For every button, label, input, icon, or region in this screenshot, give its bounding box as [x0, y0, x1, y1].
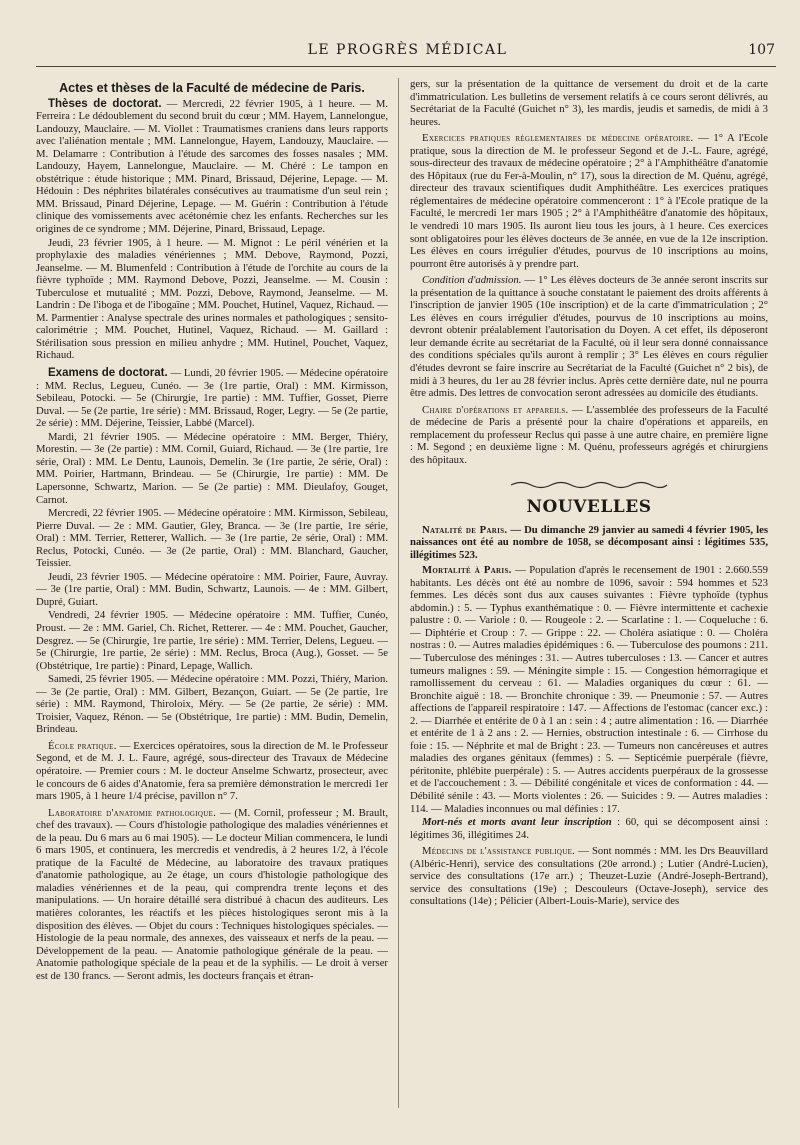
natalite-lead: Natalité de Paris.	[422, 523, 508, 536]
natalite-text: — Du dimanche 29 janvier au samedi 4 février 1905, les naissances ont été au nombre de 1058, se décomposant ainsi : légitimes 535, illégitimes 523.	[410, 523, 768, 561]
ecole-paragraph	[36, 740, 388, 803]
mortnes-paragraph	[410, 816, 768, 841]
medecins-lead: Médecins de l'assistance publique.	[422, 845, 576, 858]
page-number: 107	[748, 42, 775, 58]
chaire-text: — L'assemblée des professeurs de la Faculté de médecine de Paris a présenté pour la chaire d'opérations et appareils, en remplacement du professeur Reclus qui passe à une autre chaire, en première ligne : M. Segond ; en deuxième ligne : M. Quénu, professeurs agrégés et chirurgiens des hôpitaux.	[410, 403, 768, 466]
nouvelles-heading: NOUVELLES	[526, 496, 652, 517]
running-head	[40, 42, 775, 64]
ecole-text: — Exercices opératoires, sous la direction de M. le Professeur Segond, et de M. J. L. Faure, agrégé, sous-directeur des Travaux de Médecine opératoire. — Premier cours : M. le docteur Anselme Schwartz, prosecteur, avec le concours de 6 aides d'Anatomie, fera sa première démonstration le mercredi 1er mars 1905, à 1 heure 1/4 précise, pavillon n° 7.	[36, 739, 388, 803]
section-title: Actes et thèses de la Faculté de médecine de Paris.	[59, 81, 365, 95]
theses-text: — Mercredi, 22 février 1905, à 1 heure. — M. Ferreira : Le dédoublement du second bruit du cœur ; MM. Hayem, Lannelongue, Landouzy, Mauclaire. — M. Viollet : Traumatismes craniens dans leurs rapports avec l'aliénation mentale ; MM. Lannelongue, Hayem, Landouzy, Mauclaire. — M. Delamarre : Contribution à l'étude des sarcomes des fosses nasales ; MM. Landouzy, Hayem, Lannelongue, Mauclaire. — M. Chéré : Le tampon en obstétrique : étude historique ; MM. Pinard, Brissaud, Déjerine, Lepage. — M. Hédouin : Des néphrites bilatérales consécutives au traumatisme d'un seul rein ; MM. Brissaud, Pinard Déjerine, Lepage. — M. Guérin : Contribution à l'étude clinique des vomissements avec acétonémie chez les enfants. Recherches sur les origines de ce syndrome ; MM. Déjerine, Pinard, Brissaud, Lepage.	[36, 97, 388, 236]
mortnes-lead: Mort-nés et morts avant leur inscription	[422, 816, 612, 829]
theses-heading: Thèses de doctorat.	[48, 97, 162, 110]
labo-text: — (M. Cornil, professeur ; M. Brault, chef des travaux). — Cours d'histologie pathologique des maladies vénériennes et de la peau. Du 6 mars au 6 mai 1905). — Le docteur Milian commencera, le lundi 6 mars 1905, et continuera, les mercredis et vendredis, à 2 heures 1/2, à l'école pratique de la Faculté de Médecine, au laboratoire des travaux pratiques d'anatomie pathologique, au 2e étage, un cours d'histologie pathologique des maladies vénériennes et de la peau, qui comprendra trente leçons et des manipulations. — Un horaire détaillé sera distribué à chacun des auditeurs. Les matières colorantes, les réactifs et les pièces histologiques seront mis à la disposition des élèves. — Objet du cours : Techniques histologiques spéciales. — Histologie de la peau normale, des annexes, des vaisseaux et nerfs de la peau. — Développement de la peau. — Anatomie pathologique générale de la peau. — Anatomie pathologique spéciale de la peau et de la syphilis. — Le droit à verser est de 130 francs. — Seront admis, les docteurs français et étran-	[36, 806, 388, 982]
mortalite-text: — Population d'après le recensement de 1901 : 2.660.559 habitants. Les décès ont été au nombre de 1096, savoir : 594 hommes et 523 femmes. Les décès sont dus aux causes suivantes : Fièvre typhoïde (typhus abdomin.) : 5. — Typhus exanthématique : 0. — Fièvre intermittente et cachexie palustre : 0. — Variole : 0. — Rougeole : 2. — Scarlatine : 1. — Coqueluche : 6. — Diphtérie et Croup : 7. — Grippe : 22. — Choléra asiatique : 0. — Choléra nostras : 0. — Autres maladies épidémiques : 6. — Tuberculose des poumons : 211. — Tuberculose des méninges : 31. — Autres tuberculoses : 13. — Cancer et autres tumeurs malignes : 59. — Méningite simple : 15. — Congestion hémorragique et ramollissement du cerveau : 61. — Maladies organiques du cœur : 61. — Bronchite aiguë : 18. — Bronchite chronique : 39. — Pneumonie : 57. — Autres affections de l'appareil respiratoire : 147. — Affections de l'estomac (cancer exc.) : 2. — Diarrhée et entérite de 0 à 1 an : sein : 4 ; autre alimentation : 16. — Diarrhée et entérite de 1 à 2 ans : 2. — Hernies, obstruction intestinale : 6. — Cirrhose du foie : 15. — Néphrite et mal de Bright : 23. — Tumeurs non cancéreuses et autres maladies des organes génitaux (femmes) : 5. — Septicémie puerpérale (fièvre, péritonite, phlébite puerpérale) : 5. — Autres accidents puerpéraux de la grossesse et de l'accouchement : 3. — Débilité congénitale et vices de conformation : 44. — Débilité sénile : 43. — Morts violentes : 26. — Suicides : 9. — Autres maladies : 114. — Maladies inconnues ou mal définies : 17.	[410, 564, 768, 815]
jeudi-paragraph: Jeudi, 23 février 1905, à 1 heure. — M. Mignot : Le péril vénérien et la prophylaxie des maladies vénériennes ; MM. Debove, Raymond, Pozzi, Jeanselme. — M. Blumenfeld : Contribution à l'étude de l'orchite au cours de la fièvre typhoïde ; MM. Raymond Debove, Pozzi, Jeanselme. — M. Cousin : Tuberculose et mutualité ; MM. Pozzi, Debove, Raymond, Jeanselme. — M. Landrin : De l'iboga et de l'ibogaïne ; MM. Pouchet, Hutinel, Vaquez, Richaud. — M. Parmentier : Analyse spectrale des urines normales et pathologiques ; sensito-calorimétrie ; MM. Pouchet, Hutinel, Vaquez, Richaud. — M. Gaillard : Stérilisation sous pression en milieu anhydre ; MM. Hutinel, Pouchet, Vaquez, Richaud.	[36, 236, 388, 362]
samedi-paragraph: Samedi, 25 février 1905. — Médecine opératoire : MM. Pozzi, Thiéry, Marion. — 3e (2e partie, Oral) : MM. Gilbert, Bezançon, Guiart. — 5e (2e partie, 1re série) : MM. Raymond, Thiroloix, Méry. — 5e (2e partie, 2e série) : MM. Troisier, Vaquez, Rénon. — 5e (Obstétrique, 1re partie) : MM. Budin, Demelin, Brindeau.	[36, 673, 388, 736]
journal-title: LE PROGRÈS MÉDICAL	[307, 42, 508, 58]
condition-text: — 1° Les élèves docteurs de 3e année seront inscrits sur la présentation de la quittance à souche constatant le paiement des droits afférents à l'inscription de janvier 1905 (10e inscription) et de la carte d'immatriculation ; 2° Les élèves en cours irrégulier d'études, pourvus de 10 inscriptions au moins, devront obtenir préalablement l'autorisation du Doyen. A cet effet, ils déposeront leur demande écrite au secrétariat de la Faculté, où il leur sera donné connaissance des conditions spéciales qu'ils auront à remplir ; 3° Les élèves en cours régulier d'études devront se faire inscrire au Secrétariat de la Faculté (Guichet n° 2 bis), de midi à 3 heures, du 1er au 28 février inclus. Après cette dernière date, nul ne pourra être admis. Des lettres de convocation seront adressées au domicile des étudiants.	[410, 274, 768, 400]
mortalite-lead: Mortalité à Paris.	[422, 564, 512, 577]
theses-paragraph	[36, 98, 388, 236]
jeudi2-paragraph: Jeudi, 23 février 1905. — Médecine opératoire : MM. Poirier, Faure, Auvray. — 3e (1re partie, Oral) : MM. Budin, Schwartz, Launois. — 4e : MM. Gilbert, Dupré, Guiart.	[36, 570, 388, 608]
exercices-lead: Exercices pratiques réglementaires de médecine opératoire.	[422, 132, 694, 145]
chaire-lead: Chaire d'opérations et appareils.	[422, 403, 569, 416]
gers-paragraph: gers, sur la présentation de la quittance de versement du droit et de la carte d'immatriculation. Les bulletins de versement relatifs à ce cours seront délivrés, au Secrétariat de la Faculté (Guichet n° 3), les mardis, jeudis et samedis, de midi à 3 heures.	[410, 78, 768, 128]
exercices-paragraph	[410, 132, 768, 270]
mortalite-paragraph	[410, 564, 768, 815]
labo-lead: Laboratoire d'anatomie pathologique.	[48, 806, 217, 819]
right-column	[410, 78, 768, 1113]
medecins-paragraph	[410, 845, 768, 908]
mortnes-text: : 60, qui se décomposent ainsi : légitimes 36, illégitimes 24.	[410, 816, 768, 841]
examens-heading: Examens de doctorat.	[48, 367, 168, 380]
mercredi-paragraph: Mercredi, 22 février 1905. — Médecine opératoire : MM. Kirmisson, Sebileau, Pierre Duval. — 2e : MM. Gautier, Gley, Branca. — 3e (1re partie, 1re série, Oral) : MM. Terrier, Retterer, Wallich. — 3e (1re partie, 2e série, Oral) : MM. Reclus, Potocki, Cunéo. — 3e (2e partie, Oral) : MM. Blanchard, Gaucher, Teissier.	[36, 507, 388, 570]
ecole-lead: École pratique.	[48, 739, 117, 752]
ornament-rule	[509, 480, 669, 490]
mardi-paragraph: Mardi, 21 février 1905. — Médecine opératoire : MM. Berger, Thiéry, Morestin. — 3e (2e partie) : MM. Cornil, Guiard, Richaud. — 3e (1re partie, 1re série, Oral) : MM. Le Dentu, Launois, Demelin. 3e (1re partie, 2e série, Oral) : MM. Poirier, Hartmann, Brindeau. — 5e (Chirurgie, 1re partie) : MM. De Lapersonne, Schwartz, Marion. — 5e (2e partie) : MM. Dieulafoy, Gouget, Carnot.	[36, 430, 388, 506]
column-divider	[398, 78, 399, 1108]
exercices-text: — 1° A l'Ecole pratique, sous la direction de M. le professeur Segond et de J.-L. Faure, agrégé, sous-directeur des travaux de médecine opératoire ; 2° à l'Amphithéâtre d'anatomie des Hôpitaux (rue du Fer-à-Moulin, n° 17), sous la direction de M. Quénu, agrégé, directeur des travaux scientifiques dudit Amphithéâtre. Les exercices pratiques réglementaires de médecine opératoire commenceront : 1° à l'Ecole pratique de la Faculté, le mercredi 1er mars 1905 ; 2° à l'Amphithéâtre d'anatomie des hôpitaux, le vendredi 10 mars 1905. Ils auront lieu tous les jours, à 1 heure. Ces exercices sont obligatoires pour les élèves docteurs de 3e année, en vue de la 12e inscription. Les élèves en cours irrégulier d'études, pourvus de 10 inscriptions au moins, pourront être autorisés à y prendre part.	[410, 132, 768, 270]
chaire-paragraph	[410, 404, 768, 467]
examens-text: — Lundi, 20 février 1905. — Médecine opératoire : MM. Reclus, Legueu, Cunéo. — 3e (1re partie, Oral) : MM. Kirmisson, Sebileau, Potocki. — 5e (Chirurgie, 1re partie) : MM. Tuffier, Gosset, Pierre Duval. — 5e (2e partie, 1re série) : MM. Brissaud, Roger, Legry. — 5e (2e partie, 2e série) : MM. Déjerine, Teissier, Labbé (Marcel).	[36, 367, 388, 430]
left-column	[36, 78, 388, 1113]
condition-lead: Condition d'admission.	[422, 274, 522, 287]
vendredi-paragraph: Vendredi, 24 février 1905. — Médecine opératoire : MM. Tuffier, Cunéo, Proust. — 2e : MM. Gariel, Ch. Richet, Retterer. — 4e : MM. Pouchet, Gaucher, Desgrez. — 5e (Chirurgie, 1re partie, 1re série) : MM. Terrier, Delens, Legueu. — 5e (Chirurgie, 1re partie, 2e série) : MM. Reclus, Broca (Aug.), Gosset. — 5e (Obstétrique, 1re partie) : Pinard, Lepage, Wallich.	[36, 609, 388, 672]
ornament-divider	[410, 480, 768, 493]
examens-paragraph	[36, 367, 388, 430]
header-rule	[36, 66, 776, 67]
medecins-text: — Sont nommés : MM. les Drs Beauvillard (Albéric-Henri), service des consultations (20e arrond.) ; Lutier (André-Lucien), service des consultations (17e arr.) ; Theuzet-Luzie (André-Joseph-Bertrand), service des consultations (19e) ; Descouleurs (Octave-Joseph), service des consultations (14e) ; Pélicier (Albert-Louis-Marie), service des	[410, 845, 768, 908]
labo-paragraph	[36, 807, 388, 983]
condition-paragraph	[410, 274, 768, 399]
natalite-paragraph	[410, 524, 768, 562]
